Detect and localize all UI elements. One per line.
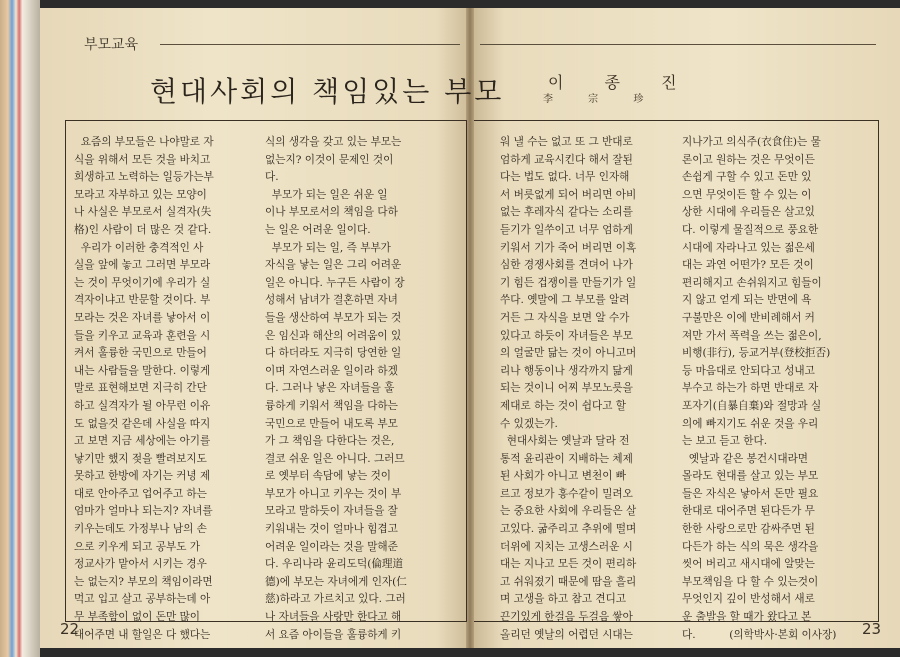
text-line: 제대로 하는 것이 쉽다고 할: [500, 399, 627, 412]
text-line: 모라고 자부하고 있는 모양이: [74, 188, 207, 201]
text-line: 무엇인지 깊이 반성해서 새로: [682, 593, 815, 606]
text-line: 는 것이 무엇이기에 우리가 실: [74, 276, 211, 289]
text-line: 의 얼굴만 닮는 것이 아니고머: [500, 347, 637, 360]
text-line: 들을 키우고 교육과 훈련을 시: [74, 329, 211, 342]
text-line: 다. 이렇게 물질적으로 풍요한: [682, 223, 819, 236]
text-line: 상한 시대에 우리들은 살고있: [682, 206, 815, 219]
text-line: 쑤다. 옛말에 그 부모를 알려: [500, 294, 630, 307]
text-line: 거든 그 자식을 보면 알 수가: [500, 311, 630, 324]
text-line: 키워서 기가 죽어 버리면 이혹: [500, 241, 637, 254]
text-line: 올리던 옛날의 어렵던 시대는: [500, 628, 633, 641]
text-line: 정교사가 맡아서 시키는 경우: [74, 558, 207, 571]
text-line: 결코 쉬운 일은 아니다. 그러므: [265, 452, 405, 465]
text-line: 운 출발을 할 때가 왔다고 본: [682, 611, 812, 624]
text-line: 져만 가서 폭력을 쓰는 젊은이,: [682, 329, 822, 342]
text-line: 다든가 하는 식의 묵은 생각을: [682, 540, 819, 553]
text-line: 된 사회가 아니고 변천이 빠: [500, 470, 627, 483]
text-column-3: [500, 134, 636, 644]
text-column-4: [682, 134, 836, 644]
text-line: 들을 생산하여 부모가 되는 것: [265, 311, 402, 324]
text-line: 으면 무엇이든 할 수 있는 이: [682, 188, 812, 201]
text-line: 엄하게 교육시킨다 해서 잘된: [500, 153, 633, 166]
text-line: 은 임신과 해산의 어려움이 있: [265, 329, 402, 342]
text-line: 부모책임을 다 할 수 있는것이: [682, 575, 819, 588]
text-line: 낳기만 했지 젖을 빨려보지도: [74, 452, 207, 465]
text-line: 키우는데도 가정부나 남의 손: [74, 523, 207, 536]
text-line: 대로 안아주고 업어주고 하는: [74, 487, 207, 500]
text-line: 이며 자연스러운 일이라 하겠: [265, 364, 398, 377]
text-line: 서 요즘 아이들을 훌륭하게 키: [265, 628, 402, 641]
text-line: 말로 표현해보면 지극히 간단: [74, 382, 207, 395]
page-number-left: 22: [60, 620, 80, 638]
text-line: 德)에 부모는 자녀에게 인자(仁: [265, 575, 407, 588]
text-line: 국민으로 만들어 내도록 부모: [265, 417, 398, 430]
text-line: 대는 과연 어떤가? 모든 것이: [682, 259, 814, 272]
book-edge: [0, 0, 40, 657]
text-line: 리나 행동이나 생각까지 닮게: [500, 364, 633, 377]
text-line: 格)인 사람이 더 많은 것 같다.: [74, 223, 212, 236]
text-line: 식을 위해서 모든 것을 바치고: [74, 153, 211, 166]
text-line: 식의 생각을 갖고 있는 부모는: [265, 136, 402, 148]
text-line: 다. 그러나 낳은 자녀들을 훌: [265, 382, 395, 395]
text-line: 우리가 이러한 충격적인 사: [74, 241, 204, 254]
text-line: 모라고 말하듯이 자녀들을 잘: [265, 505, 398, 518]
text-line: 먹고 입고 살고 공부하는데 아: [74, 593, 211, 606]
text-line: 부모가 되는 일, 즉 부부가: [265, 241, 391, 254]
text-line: 못하고 한방에 자기는 커녕 제: [74, 470, 211, 483]
author-name-hanja: 李 宗 珍: [543, 94, 660, 105]
text-line: 지 않고 얻게 되는 반면에 욕: [682, 294, 812, 307]
text-line: 어려운 일이라는 것을 말해준: [265, 540, 398, 553]
text-line: 끈기있게 한걸음 두걸음 쌓아: [500, 611, 633, 624]
text-line: 慈)하라고 가르치고 있다. 그러: [265, 593, 406, 606]
text-line: 모라는 것은 자녀를 낳아서 이: [74, 311, 211, 324]
text-line: 켜서 훌륭한 국민으로 만들어: [74, 347, 207, 360]
text-line: 대어주면 내 할일은 다 했다는: [74, 628, 211, 641]
text-line: 시대에 자라나고 있는 젊은세: [682, 241, 815, 254]
text-line: 포자기(自暴自棄)와 절망과 실: [682, 399, 822, 412]
text-line: 하고 실격자가 될 아무런 이유: [74, 399, 211, 412]
text-line: 이나 부모로서의 책임을 다하: [265, 206, 398, 219]
text-line: 되는 것이니 어찌 부모노릇을: [500, 382, 633, 395]
text-line: 실을 앞에 놓고 그러면 부모라: [74, 259, 211, 272]
text-line: 로 옛부터 속담에 낳는 것이: [265, 470, 392, 483]
text-line: 서 버릇없게 되어 버리면 아비: [500, 188, 637, 201]
text-line: 는 없는지? 부모의 책임이라면: [74, 575, 213, 588]
text-line: 며 고생을 하고 참고 견디고: [500, 593, 627, 606]
text-line: 일은 아니다. 누구든 사람이 장: [265, 276, 405, 289]
text-line: 도 없을것 같은데 사실을 따지: [74, 417, 211, 430]
text-line: 가 그 책임을 다한다는 것은,: [265, 435, 395, 448]
text-line: 는 일은 어려운 일이다.: [265, 223, 371, 236]
text-column-2: [265, 134, 407, 644]
text-line: 들은 자식은 낳아서 돈만 필요: [682, 487, 819, 500]
text-line: 지나가고 의식주(衣食住)는 물: [682, 136, 821, 148]
text-line: 다. (의학박사·본회 이사장): [682, 628, 837, 641]
article-title: 현대사회의 책임있는 부모: [150, 75, 505, 108]
text-line: 고 보면 지금 세상에는 아기를: [74, 435, 211, 448]
text-line: 등 마음대로 안되다고 성내고: [682, 364, 815, 377]
text-line: 씻어 버리고 새시대에 알맞는: [682, 558, 815, 571]
text-line: 는 보고 듣고 한다.: [682, 435, 768, 448]
author-name: 이 종 진: [548, 73, 695, 92]
text-line: 내는 사람들을 말한다. 이렇게: [74, 364, 211, 377]
text-line: 론이고 원하는 것은 무엇이든: [682, 153, 815, 166]
text-line: 현대사회는 옛날과 달라 전: [500, 435, 630, 448]
text-line: 륭하게 키워서 책임을 다하는: [265, 399, 398, 412]
text-line: 없는지? 이것이 문제인 것이: [265, 153, 394, 166]
text-line: 엄마가 얼마나 되는지? 자녀를: [74, 505, 213, 518]
text-line: 격자이냐고 반문할 것이다. 부: [74, 294, 211, 307]
page-number-right: 23: [862, 620, 882, 638]
text-line: 옛날과 같은 봉건시대라면: [682, 452, 809, 465]
text-column-1: [74, 134, 214, 644]
text-line: 부모가 아니고 키우는 것이 부: [265, 487, 402, 500]
text-line: 수 있겠는가.: [500, 417, 558, 430]
header-rule-left: [160, 44, 460, 45]
text-line: 듣기가 일쑤이고 너무 엄하게: [500, 223, 633, 236]
text-line: 한한 사랑으로만 감싸주면 된: [682, 523, 815, 536]
text-line: 손쉽게 구할 수 있고 돈만 있: [682, 171, 812, 184]
text-line: 한대로 대어주면 된다든가 무: [682, 505, 815, 518]
text-line: 요즘의 부모들은 나야말로 자: [74, 136, 214, 148]
text-line: 다. 우리나라 윤리도덕(倫理道: [265, 558, 404, 571]
text-line: 무 부족함이 없이 돈만 많이: [74, 611, 201, 624]
text-line: 나 사실은 부모로서 실격자(失: [74, 206, 212, 219]
text-line: 다 하더라도 지극히 당연한 일: [265, 347, 402, 360]
text-line: 는 중요한 사회에 우리들은 살: [500, 505, 637, 518]
text-line: 몰라도 현대를 살고 있는 부모: [682, 470, 819, 483]
text-line: 으로 키우게 되고 공부도 가: [74, 540, 201, 553]
text-line: 고있다. 굶주리고 추위에 떨며: [500, 523, 637, 536]
text-line: 나 자녀들을 사랑만 한다고 해: [265, 611, 402, 624]
text-line: 고 쉬워졌기 때문에 땀을 흘리: [500, 575, 637, 588]
text-line: 워 낼 수는 없고 또 그 반대로: [500, 136, 633, 148]
text-line: 부모가 되는 일은 쉬운 일: [265, 188, 388, 201]
header-rule-right: [480, 44, 876, 45]
text-line: 더위에 지치는 고생스러운 시: [500, 540, 633, 553]
text-line: 자식을 낳는 일은 그리 어려운: [265, 259, 402, 272]
text-line: 부수고 하는가 하면 반대로 자: [682, 382, 819, 395]
text-line: 통적 윤리관이 지배하는 체제: [500, 452, 633, 465]
text-line: 다.: [265, 171, 279, 184]
text-line: 구불만은 이에 반비례해서 커: [682, 311, 815, 324]
text-line: 없는 후레자식 같다는 소리를: [500, 206, 633, 219]
text-line: 심한 경쟁사회를 견뎌어 나가: [500, 259, 633, 272]
text-line: 르고 정보가 홍수같이 밀려오: [500, 487, 633, 500]
text-line: 의에 빠지기도 쉬운 것을 우리: [682, 417, 819, 430]
text-line: 다는 법도 없다. 너무 인자해: [500, 171, 630, 184]
text-line: 있다고 하듯이 자녀들은 부모: [500, 329, 633, 342]
text-line: 대는 지나고 모든 것이 편리하: [500, 558, 637, 571]
text-line: 키워내는 것이 얼마나 힘겹고: [265, 523, 398, 536]
text-line: 기 힘든 겁쟁이를 만들기가 일: [500, 276, 637, 289]
text-line: 비행(非行), 등교거부(登校拒否): [682, 347, 831, 360]
text-line: 편리해지고 손쉬워지고 힘들이: [682, 276, 822, 289]
text-line: 성해서 남녀가 결혼하면 자녀: [265, 294, 398, 307]
section-label: 부모교육: [84, 37, 139, 53]
text-line: 희생하고 노력하는 일등가는부: [74, 171, 214, 184]
